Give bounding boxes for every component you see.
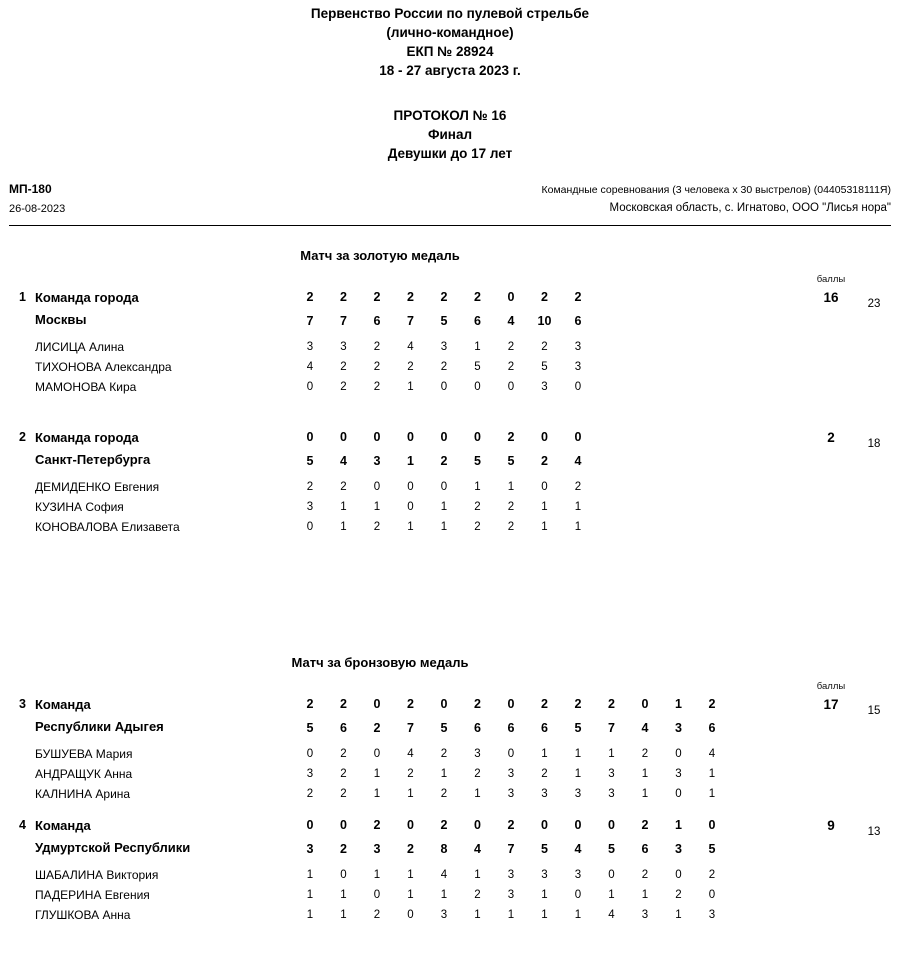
team-secondary-score: 15 — [867, 705, 881, 717]
score-cell: 1 — [440, 521, 448, 533]
title-line-3: ЕКП № 28924 — [406, 44, 494, 59]
score-cell: 3 — [675, 721, 682, 735]
score-cell: 2 — [407, 768, 414, 780]
score-cell: 7 — [340, 314, 347, 328]
score-cell: 0 — [474, 430, 481, 444]
score-cell: 2 — [340, 481, 347, 493]
event-description: Командные соревнования (3 человека х 30 выстрелов) (04405318111Я) — [541, 184, 891, 196]
score-cell: 1 — [340, 501, 347, 513]
score-cell: 2 — [407, 842, 414, 856]
score-cell: 2 — [507, 521, 515, 533]
score-cell: 3 — [507, 788, 515, 800]
team-secondary-score: 13 — [867, 826, 881, 838]
score-cell: 3 — [306, 842, 314, 856]
score-cell: 1 — [474, 909, 481, 921]
score-cell: 5 — [306, 454, 314, 468]
score-cell: 3 — [507, 889, 515, 901]
score-cell: 0 — [306, 818, 314, 832]
score-cell: 5 — [708, 842, 716, 856]
score-cell: 2 — [440, 818, 448, 832]
score-cell: 3 — [708, 909, 716, 921]
score-cell: 2 — [708, 697, 716, 711]
score-cell: 1 — [474, 788, 481, 800]
score-cell: 1 — [407, 788, 414, 800]
score-cell: 0 — [507, 697, 515, 711]
score-cell: 0 — [407, 481, 414, 493]
shooter-score-row — [0, 481, 900, 497]
score-cell: 1 — [340, 521, 347, 533]
score-cell: 1 — [407, 869, 414, 881]
score-cell: 2 — [440, 361, 448, 373]
score-cell: 1 — [574, 748, 582, 760]
score-cell: 7 — [407, 314, 414, 328]
score-cell: 8 — [440, 842, 448, 856]
shooter-score-row — [0, 341, 900, 357]
score-cell: 3 — [373, 842, 381, 856]
shooter-score-row — [0, 768, 900, 784]
score-cell: 2 — [474, 501, 481, 513]
score-cell: 0 — [574, 818, 582, 832]
score-cell: 1 — [440, 889, 448, 901]
score-cell: 0 — [440, 481, 448, 493]
score-cell: 2 — [340, 361, 347, 373]
score-cell: 2 — [306, 697, 314, 711]
score-cell: 1 — [574, 909, 582, 921]
score-cell: 3 — [541, 381, 548, 393]
score-cell: 0 — [574, 889, 582, 901]
score-cell: 3 — [541, 869, 548, 881]
score-cell: 0 — [407, 909, 414, 921]
score-cell: 5 — [440, 314, 448, 328]
score-cell: 4 — [574, 842, 582, 856]
shooter-name: КОНОВАЛОВА Елизавета — [35, 520, 180, 534]
score-cell: 6 — [373, 314, 381, 328]
score-cell: 3 — [608, 788, 615, 800]
shooter-name: АНДРАЩУК Анна — [35, 767, 133, 781]
score-cell: 2 — [574, 697, 582, 711]
score-cell: 4 — [407, 341, 414, 353]
score-cell: 2 — [440, 748, 448, 760]
score-cell: 6 — [507, 721, 515, 735]
score-cell: 2 — [675, 889, 682, 901]
team-rank: 2 — [19, 430, 26, 444]
score-cell: 6 — [474, 721, 481, 735]
score-cell: 1 — [340, 909, 347, 921]
score-cell: 6 — [574, 314, 582, 328]
score-cell: 6 — [340, 721, 347, 735]
score-cell: 0 — [675, 869, 682, 881]
meta-header — [9, 182, 891, 224]
score-cell: 0 — [474, 381, 481, 393]
score-cell: 5 — [474, 454, 481, 468]
score-cell: 3 — [440, 341, 448, 353]
score-cell: 0 — [373, 697, 381, 711]
score-cell: 3 — [340, 341, 347, 353]
score-cell: 1 — [306, 889, 314, 901]
score-cell: 3 — [641, 909, 649, 921]
score-cell: 1 — [373, 788, 381, 800]
score-cell: 0 — [407, 818, 414, 832]
team-total-points: 16 — [823, 290, 839, 305]
shooter-score-row — [0, 869, 900, 885]
score-cell: 5 — [541, 361, 548, 373]
score-cell: 2 — [340, 748, 347, 760]
shooter-name: МАМОНОВА Кира — [35, 380, 137, 394]
score-cell: 3 — [574, 869, 582, 881]
score-cell: 4 — [641, 721, 649, 735]
score-cell: 2 — [708, 869, 716, 881]
score-cell: 1 — [306, 869, 314, 881]
score-cell: 3 — [608, 768, 615, 780]
score-cell: 2 — [641, 869, 649, 881]
team-rank: 3 — [19, 697, 26, 711]
score-cell: 5 — [306, 721, 314, 735]
score-cell: 0 — [675, 788, 682, 800]
team-total-points: 2 — [827, 430, 835, 445]
score-cell: 1 — [373, 501, 381, 513]
score-cell: 0 — [675, 748, 682, 760]
score-cell: 3 — [373, 454, 381, 468]
score-cell: 5 — [541, 842, 548, 856]
score-cell: 1 — [541, 909, 548, 921]
score-cell: 7 — [507, 842, 515, 856]
score-cell: 1 — [574, 501, 582, 513]
score-cell: 3 — [474, 748, 481, 760]
shooter-score-row — [0, 501, 900, 517]
venue: Московская область, с. Игнатово, ООО "Лисья нора" — [609, 202, 891, 214]
team-rank: 1 — [19, 290, 26, 304]
team-name-line-1: Команда — [35, 697, 91, 712]
team-name-line-1: Команда города — [35, 290, 139, 305]
team-match-points-row — [0, 818, 900, 834]
score-cell: 2 — [373, 721, 381, 735]
score-cell: 1 — [608, 748, 615, 760]
score-cell: 3 — [507, 869, 515, 881]
score-cell: 1 — [675, 697, 682, 711]
points-column-header: баллы — [816, 681, 846, 692]
score-cell: 1 — [708, 788, 716, 800]
score-cell: 3 — [440, 909, 448, 921]
score-cell: 0 — [541, 481, 548, 493]
team-match-points-row — [0, 697, 900, 713]
score-cell: 7 — [407, 721, 414, 735]
score-cell: 0 — [541, 430, 548, 444]
score-cell: 2 — [407, 361, 414, 373]
score-cell: 2 — [440, 290, 448, 304]
score-cell: 2 — [340, 697, 347, 711]
score-cell: 1 — [373, 768, 381, 780]
score-cell: 2 — [373, 341, 381, 353]
score-cell: 3 — [306, 501, 314, 513]
document-title-block — [0, 4, 900, 80]
team-name-line-2: Санкт-Петербурга — [35, 452, 151, 467]
shooter-score-row — [0, 909, 900, 925]
score-cell: 1 — [574, 521, 582, 533]
score-cell: 5 — [608, 842, 615, 856]
score-cell: 3 — [574, 361, 582, 373]
score-cell: 2 — [574, 290, 582, 304]
score-cell: 6 — [641, 842, 649, 856]
score-cell: 2 — [407, 697, 414, 711]
score-cell: 0 — [340, 430, 347, 444]
protocol-stage: Финал — [427, 127, 473, 142]
score-cell: 0 — [306, 748, 314, 760]
score-cell: 0 — [641, 697, 649, 711]
score-cell: 4 — [608, 909, 615, 921]
score-cell: 3 — [675, 768, 682, 780]
score-cell: 0 — [440, 697, 448, 711]
score-cell: 0 — [306, 521, 314, 533]
score-cell: 7 — [306, 314, 314, 328]
event-code: МП-180 — [9, 182, 52, 196]
score-cell: 0 — [440, 381, 448, 393]
shooter-score-row — [0, 521, 900, 537]
team-series-total-row — [0, 454, 900, 470]
score-cell: 2 — [306, 481, 314, 493]
score-cell: 2 — [507, 341, 515, 353]
score-cell: 2 — [541, 341, 548, 353]
score-cell: 0 — [574, 381, 582, 393]
team-secondary-score: 23 — [867, 298, 881, 310]
score-cell: 2 — [507, 501, 515, 513]
title-line-4: 18 - 27 августа 2023 г. — [379, 63, 521, 78]
team-name-line-2: Удмуртской Республики — [35, 840, 191, 855]
team-match-points-row — [0, 290, 900, 306]
score-cell: 0 — [507, 290, 515, 304]
score-cell: 1 — [407, 521, 414, 533]
shooter-name: ГЛУШКОВА Анна — [35, 908, 131, 922]
score-cell: 2 — [340, 842, 347, 856]
score-cell: 2 — [407, 290, 414, 304]
score-cell: 0 — [373, 748, 381, 760]
protocol-date: 26-08-2023 — [9, 203, 66, 215]
score-cell: 1 — [675, 818, 682, 832]
score-cell: 6 — [541, 721, 548, 735]
score-cell: 0 — [306, 430, 314, 444]
score-cell: 2 — [474, 290, 481, 304]
score-cell: 2 — [641, 818, 649, 832]
score-cell: 2 — [608, 697, 615, 711]
score-cell: 2 — [507, 430, 515, 444]
score-cell: 4 — [574, 454, 582, 468]
shooter-name: БУШУЕВА Мария — [35, 747, 133, 761]
score-cell: 1 — [306, 909, 314, 921]
shooter-name: КУЗИНА София — [35, 500, 124, 514]
score-cell: 2 — [306, 290, 314, 304]
score-cell: 2 — [541, 697, 548, 711]
score-cell: 4 — [474, 842, 481, 856]
team-series-total-row — [0, 314, 900, 330]
score-cell: 1 — [407, 381, 414, 393]
score-cell: 4 — [440, 869, 448, 881]
score-cell: 1 — [708, 768, 716, 780]
score-cell: 0 — [407, 430, 414, 444]
score-cell: 2 — [641, 748, 649, 760]
score-cell: 4 — [407, 748, 414, 760]
score-cell: 0 — [440, 430, 448, 444]
score-cell: 5 — [474, 361, 481, 373]
score-cell: 3 — [574, 788, 582, 800]
score-cell: 3 — [675, 842, 682, 856]
title-line-2: (лично-командное) — [386, 25, 514, 40]
score-cell: 1 — [541, 521, 548, 533]
score-cell: 2 — [373, 818, 381, 832]
score-cell: 3 — [541, 788, 548, 800]
score-cell: 0 — [574, 430, 582, 444]
score-cell: 1 — [507, 481, 515, 493]
score-cell: 3 — [507, 768, 515, 780]
score-cell: 1 — [474, 481, 481, 493]
score-cell: 4 — [306, 361, 314, 373]
shooter-name: ПАДЕРИНА Евгения — [35, 888, 150, 902]
team-series-total-row — [0, 721, 900, 737]
score-cell: 0 — [340, 869, 347, 881]
team-series-total-row — [0, 842, 900, 858]
score-cell: 4 — [340, 454, 347, 468]
team-match-points-row — [0, 430, 900, 446]
score-cell: 0 — [708, 889, 716, 901]
score-cell: 2 — [474, 521, 481, 533]
score-cell: 2 — [340, 381, 347, 393]
protocol-category: Девушки до 17 лет — [387, 146, 513, 161]
score-cell: 1 — [474, 869, 481, 881]
score-cell: 0 — [608, 818, 615, 832]
score-cell: 0 — [474, 818, 481, 832]
team-name-line-1: Команда — [35, 818, 91, 833]
points-column-header: баллы — [816, 274, 846, 285]
score-cell: 3 — [574, 341, 582, 353]
score-cell: 0 — [373, 481, 381, 493]
score-cell: 2 — [440, 788, 448, 800]
score-cell: 5 — [440, 721, 448, 735]
team-name-line-2: Республики Адыгея — [35, 719, 164, 734]
score-cell: 2 — [373, 361, 381, 373]
score-cell: 2 — [373, 909, 381, 921]
score-cell: 1 — [440, 768, 448, 780]
team-name-line-2: Москвы — [35, 312, 87, 327]
protocol-number: ПРОТОКОЛ № 16 — [393, 108, 507, 123]
score-cell: 1 — [407, 889, 414, 901]
score-cell: 1 — [574, 768, 582, 780]
score-cell: 0 — [373, 430, 381, 444]
score-cell: 5 — [507, 454, 515, 468]
score-cell: 0 — [507, 748, 515, 760]
score-cell: 1 — [407, 454, 414, 468]
score-cell: 2 — [306, 788, 314, 800]
score-cell: 1 — [608, 889, 615, 901]
title-line-1: Первенство России по пулевой стрельбе — [310, 6, 590, 21]
protocol-title-block — [0, 106, 900, 163]
score-cell: 6 — [708, 721, 716, 735]
score-cell: 7 — [608, 721, 615, 735]
score-cell: 6 — [474, 314, 481, 328]
score-cell: 1 — [541, 889, 548, 901]
score-cell: 2 — [541, 290, 548, 304]
score-cell: 1 — [474, 341, 481, 353]
score-cell: 0 — [708, 818, 716, 832]
score-cell: 2 — [373, 521, 381, 533]
match-title: Матч за бронзовую медаль — [291, 655, 469, 670]
score-cell: 1 — [675, 909, 682, 921]
team-total-points: 17 — [823, 697, 839, 712]
team-name-line-1: Команда города — [35, 430, 139, 445]
score-cell: 0 — [306, 381, 314, 393]
team-secondary-score: 18 — [867, 438, 881, 450]
header-divider — [9, 225, 891, 226]
score-cell: 2 — [574, 481, 582, 493]
score-cell: 4 — [708, 748, 716, 760]
score-cell: 2 — [474, 697, 481, 711]
team-rank: 4 — [19, 818, 26, 832]
shooter-score-row — [0, 361, 900, 377]
score-cell: 2 — [541, 768, 548, 780]
shooter-score-row — [0, 748, 900, 764]
score-cell: 1 — [641, 788, 649, 800]
match-title: Матч за золотую медаль — [300, 248, 460, 263]
score-cell: 2 — [474, 768, 481, 780]
score-cell: 3 — [306, 341, 314, 353]
score-cell: 2 — [340, 290, 347, 304]
score-cell: 1 — [340, 889, 347, 901]
score-cell: 1 — [641, 889, 649, 901]
score-cell: 1 — [641, 768, 649, 780]
shooter-score-row — [0, 788, 900, 804]
score-cell: 0 — [340, 818, 347, 832]
score-cell: 3 — [306, 768, 314, 780]
score-cell: 0 — [507, 381, 515, 393]
score-cell: 1 — [507, 909, 515, 921]
shooter-score-row — [0, 381, 900, 397]
score-cell: 2 — [373, 381, 381, 393]
score-cell: 2 — [340, 788, 347, 800]
score-cell: 2 — [373, 290, 381, 304]
score-cell: 2 — [440, 454, 448, 468]
score-cell: 0 — [373, 889, 381, 901]
score-cell: 5 — [574, 721, 582, 735]
score-cell: 2 — [340, 768, 347, 780]
team-total-points: 9 — [827, 818, 835, 833]
shooter-name: ТИХОНОВА Александра — [35, 360, 172, 374]
score-cell: 0 — [407, 501, 414, 513]
shooter-name: ЛИСИЦА Алина — [35, 340, 125, 354]
score-cell: 0 — [608, 869, 615, 881]
score-cell: 10 — [537, 314, 552, 328]
shooter-name: КАЛНИНА Арина — [35, 787, 131, 801]
score-cell: 2 — [474, 889, 481, 901]
shooter-score-row — [0, 889, 900, 905]
shooter-name: ШАБАЛИНА Виктория — [35, 868, 159, 882]
score-cell: 1 — [373, 869, 381, 881]
score-cell: 2 — [507, 361, 515, 373]
score-cell: 2 — [541, 454, 548, 468]
score-cell: 0 — [541, 818, 548, 832]
shooter-name: ДЕМИДЕНКО Евгения — [35, 480, 160, 494]
score-cell: 4 — [507, 314, 515, 328]
score-cell: 1 — [440, 501, 448, 513]
score-cell: 1 — [541, 501, 548, 513]
score-cell: 2 — [507, 818, 515, 832]
score-cell: 1 — [541, 748, 548, 760]
